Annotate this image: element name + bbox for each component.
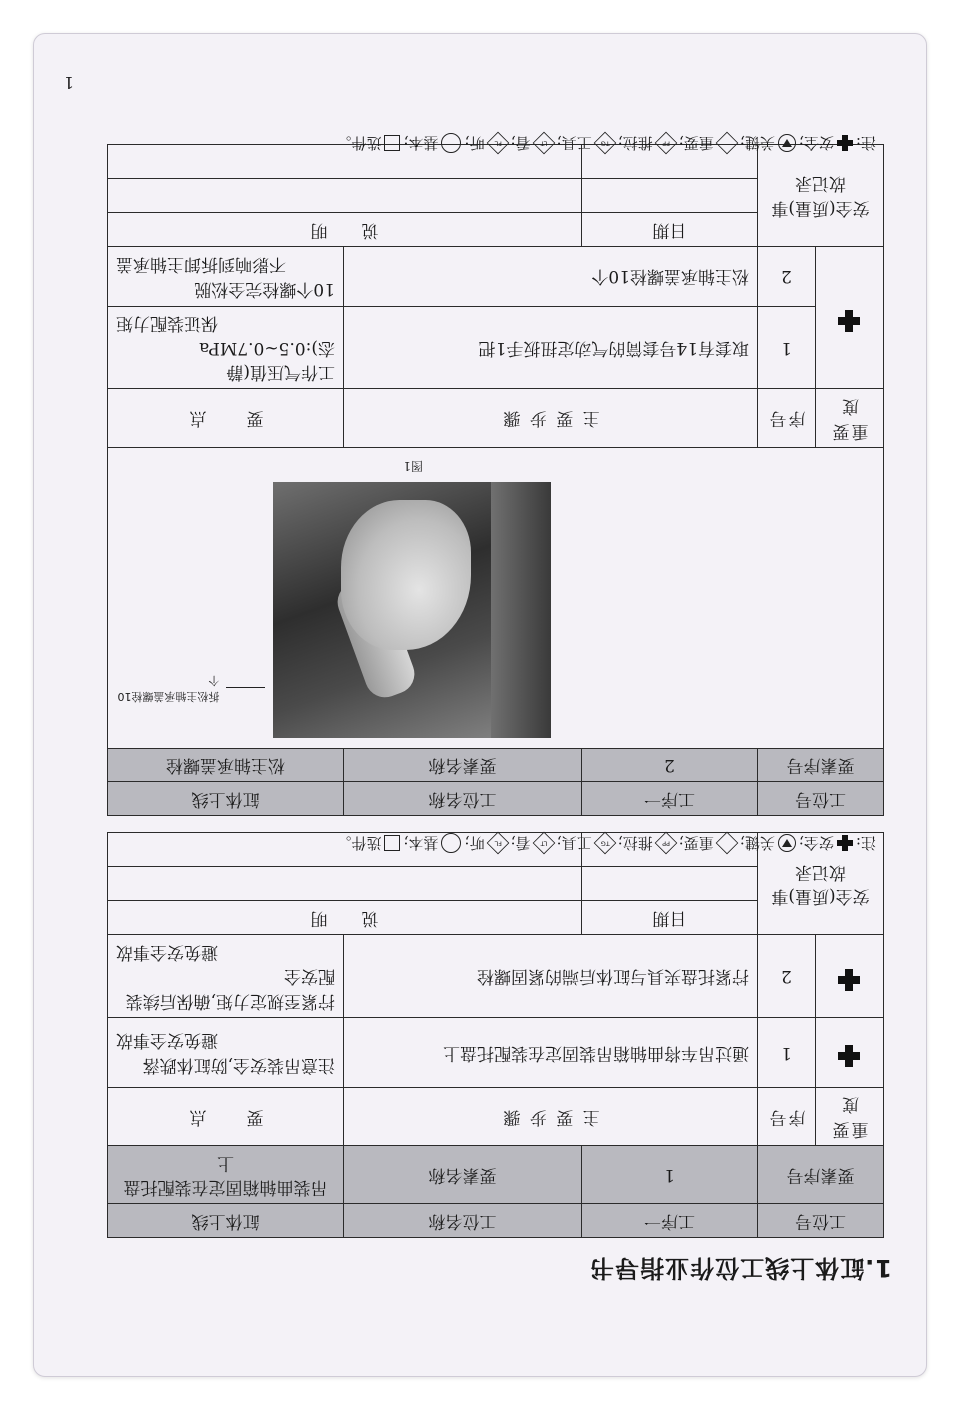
seq-cell: 1 bbox=[758, 1017, 816, 1087]
safety-cross-icon bbox=[839, 969, 861, 991]
pp-diamond-icon bbox=[654, 832, 677, 855]
legend-label: 看; bbox=[510, 134, 531, 152]
safety-cross-icon bbox=[839, 1045, 861, 1067]
header-step: 主 要 步 骤 bbox=[344, 1087, 758, 1145]
callout-line bbox=[226, 687, 265, 688]
tg-diamond-icon bbox=[593, 832, 616, 855]
header-seq: 序号 bbox=[758, 389, 816, 447]
fl-diamond-icon bbox=[486, 832, 509, 855]
legend-label: 安全; bbox=[798, 834, 834, 852]
table-row bbox=[108, 1017, 884, 1087]
legend-label: 重要; bbox=[678, 134, 714, 152]
legend-label: 关键; bbox=[739, 134, 775, 152]
work-instruction-table-2 bbox=[107, 144, 884, 816]
badge-text: PP bbox=[661, 840, 670, 848]
cross-icon bbox=[837, 836, 853, 852]
reason-text: 避免安全事故 bbox=[116, 1030, 218, 1051]
seq-cell: 2 bbox=[758, 934, 816, 1017]
point-cell bbox=[108, 306, 344, 389]
header-seq: 序号 bbox=[758, 1087, 816, 1145]
table-row bbox=[108, 246, 884, 306]
legend-prefix: 注: bbox=[855, 134, 876, 152]
header-importance: 重要度 bbox=[816, 1087, 884, 1145]
legend-label: 基本; bbox=[403, 134, 439, 152]
element-name-label: 要素名称 bbox=[344, 748, 582, 782]
date-label: 日期 bbox=[582, 901, 758, 935]
badge-text: FL bbox=[493, 140, 502, 148]
safety-record-label: 安全(质量)事故记录 bbox=[758, 144, 884, 246]
station-no-label: 工位号 bbox=[758, 1204, 884, 1238]
legend-label: 关键; bbox=[739, 834, 775, 852]
station-name-label: 工位名称 bbox=[344, 782, 582, 816]
element-no-value: 1 bbox=[582, 1146, 758, 1204]
element-name-value: 松主轴承盖螺栓 bbox=[108, 748, 344, 782]
point-cell bbox=[108, 934, 344, 1017]
work-instruction-table-1 bbox=[107, 832, 884, 1238]
point-text: 10个螺栓完全松脱 bbox=[194, 278, 335, 299]
reason-text: 保证装配力矩 bbox=[116, 313, 218, 334]
triangle-circle-icon bbox=[778, 135, 796, 153]
legend-label: 工具; bbox=[556, 834, 592, 852]
legend-prefix: 注: bbox=[855, 834, 876, 852]
legend-2 bbox=[336, 133, 876, 154]
process-value: 工序一 bbox=[582, 1204, 758, 1238]
diamond-icon bbox=[715, 132, 738, 155]
flipped-content bbox=[34, 34, 926, 1376]
element-no-value: 2 bbox=[582, 748, 758, 782]
table-row bbox=[108, 934, 884, 1017]
desc-label: 说 明 bbox=[108, 212, 582, 246]
element-no-label: 要素序号 bbox=[758, 1146, 884, 1204]
legend-label: 推拉; bbox=[617, 134, 653, 152]
square-icon bbox=[384, 836, 400, 852]
desc-label: 说 明 bbox=[108, 901, 582, 935]
reason-text: 避免安全事故 bbox=[116, 941, 218, 962]
badge-text: PP bbox=[661, 140, 670, 148]
figure-cell bbox=[108, 447, 884, 748]
page-title: 1.缸体上线工位作业指导书 bbox=[589, 1254, 892, 1282]
page-number: 1 bbox=[63, 73, 74, 92]
badge-text: LT bbox=[540, 840, 547, 848]
badge-text: FL bbox=[493, 840, 502, 848]
point-cell bbox=[108, 1017, 344, 1087]
importance-cell bbox=[816, 246, 884, 389]
tg-diamond-icon bbox=[593, 132, 616, 155]
triangle-circle-icon bbox=[778, 835, 796, 853]
header-point: 要 点 bbox=[187, 408, 264, 429]
badge-text: TG bbox=[600, 140, 610, 148]
legend-label: 工具; bbox=[556, 134, 592, 152]
date-label: 日期 bbox=[582, 212, 758, 246]
legend-label: 安全; bbox=[798, 134, 834, 152]
figure-area bbox=[108, 448, 883, 748]
seq-cell: 1 bbox=[758, 306, 816, 389]
lt-diamond-icon bbox=[532, 832, 555, 855]
step-cell: 松主轴承盖螺栓10个 bbox=[344, 246, 758, 306]
hand-shape bbox=[341, 500, 471, 650]
seq-cell: 2 bbox=[758, 246, 816, 306]
badge-text: TG bbox=[600, 840, 610, 848]
legend-label: 选件。 bbox=[336, 134, 382, 152]
photo-frame-shape bbox=[491, 482, 551, 738]
figure-label: 图1 bbox=[403, 458, 423, 473]
station-name-label: 工位名称 bbox=[344, 1204, 582, 1238]
circle-icon bbox=[442, 834, 462, 854]
legend-label: 选件。 bbox=[336, 834, 382, 852]
legend-label: 听; bbox=[464, 134, 485, 152]
circle-icon bbox=[442, 134, 462, 154]
record-row bbox=[108, 901, 884, 935]
reason-text: 不影响到拆卸主轴承盖 bbox=[116, 254, 286, 275]
point-cell bbox=[108, 246, 344, 306]
legend-1 bbox=[336, 833, 876, 854]
callout-text: 拆松主轴承盖螺栓10个 bbox=[117, 673, 220, 703]
station-name-value: 缸体上线 bbox=[108, 1204, 344, 1238]
square-icon bbox=[384, 136, 400, 152]
point-text: 拧紧至规定力矩,确保后续装配安全 bbox=[125, 966, 335, 1011]
pp-diamond-icon bbox=[654, 132, 677, 155]
importance-cell bbox=[816, 1017, 884, 1087]
badge-text: LT bbox=[540, 140, 547, 148]
process-value: 工序一 bbox=[582, 782, 758, 816]
element-no-label: 要素序号 bbox=[758, 748, 884, 782]
assembly-photo bbox=[273, 482, 551, 738]
table-row bbox=[108, 306, 884, 389]
cross-icon bbox=[837, 136, 853, 152]
record-row bbox=[108, 212, 884, 246]
legend-label: 基本; bbox=[403, 834, 439, 852]
lt-diamond-icon bbox=[532, 132, 555, 155]
diamond-icon bbox=[715, 832, 738, 855]
safety-cross-icon bbox=[839, 310, 861, 332]
legend-label: 看; bbox=[510, 834, 531, 852]
header-point-reason bbox=[108, 1087, 344, 1145]
document-page bbox=[33, 33, 927, 1377]
point-text: 工作气压值(静态):0.5~0.7MPa bbox=[199, 337, 335, 383]
safety-record-label: 安全(质量)事故记录 bbox=[758, 833, 884, 935]
legend-label: 推拉; bbox=[617, 834, 653, 852]
fl-diamond-icon bbox=[486, 132, 509, 155]
point-text: 注意吊装安全,防缸体跌落 bbox=[142, 1054, 335, 1075]
legend-label: 重要; bbox=[678, 834, 714, 852]
step-cell: 通过吊车将曲轴箱吊装固定在装配托盘上 bbox=[344, 1017, 758, 1087]
header-step: 主 要 步 骤 bbox=[344, 389, 758, 447]
element-name-value: 吊装曲轴箱固定在装配托盘上 bbox=[108, 1146, 344, 1204]
element-name-label: 要素名称 bbox=[344, 1146, 582, 1204]
header-point-reason bbox=[108, 389, 344, 447]
header-point: 要 点 bbox=[187, 1106, 264, 1127]
importance-cell bbox=[816, 934, 884, 1017]
station-name-value: 缸体上线 bbox=[108, 782, 344, 816]
figure-callout bbox=[108, 672, 265, 704]
step-cell: 取套有14号套筒的气动定扭扳手1把 bbox=[344, 306, 758, 389]
station-no-label: 工位号 bbox=[758, 782, 884, 816]
legend-label: 听; bbox=[464, 834, 485, 852]
step-cell: 拧紧托盘夹具与缸体后端的紧固螺栓 bbox=[344, 934, 758, 1017]
header-importance: 重要度 bbox=[816, 389, 884, 447]
